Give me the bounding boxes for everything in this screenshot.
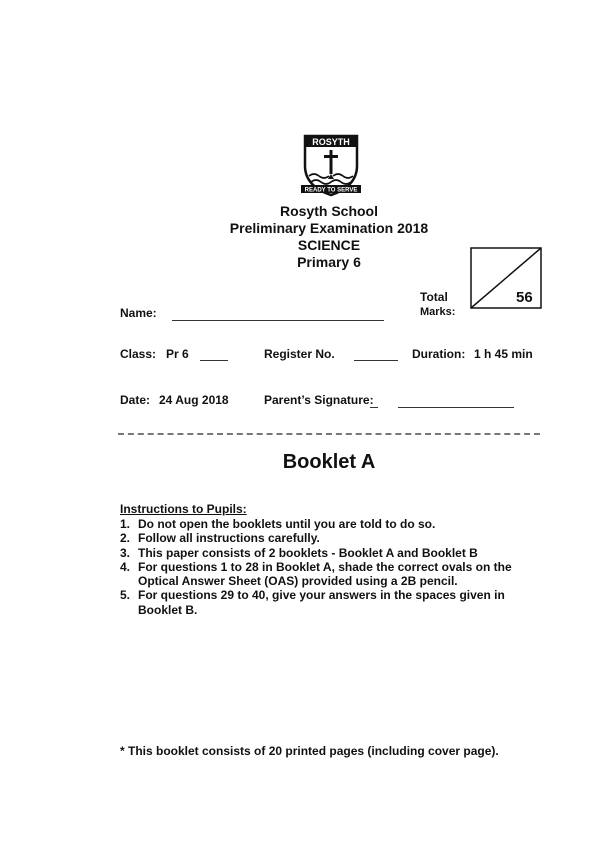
instructions-list [120,517,550,617]
signature-line-short [370,407,378,408]
instruction-item [120,560,550,589]
instruction-text: Do not open the booklets until you are told to do so. [138,517,436,531]
signature-input-line[interactable] [398,407,514,408]
level-title: Primary 6 [297,254,361,270]
school-name: Rosyth School [279,203,378,219]
instruction-text: Follow all instructions carefully. [138,531,320,546]
duration-label: Duration: [412,347,466,361]
instruction-number: 2. [120,531,131,546]
instruction-item [120,517,550,531]
class-value: Pr 6 [166,347,189,361]
section-divider [118,433,540,435]
duration-value: 1 h 45 min [474,347,533,361]
booklet-title: Booklet A [282,451,376,473]
instructions-title: Instructions to Pupils: [120,502,247,516]
date-label: Date: [120,393,151,407]
name-label: Name: [120,306,157,320]
marks-label: Marks: [420,306,456,318]
instruction-number: 5. [120,588,131,603]
subject-title: SCIENCE [297,237,361,253]
register-no-input-line[interactable] [354,360,398,361]
instruction-item [120,546,550,560]
date-value: 24 Aug 2018 [159,393,229,407]
instruction-item [120,588,550,617]
instruction-text: For questions 29 to 40, give your answers in the spaces given in Booklet B. [138,588,505,617]
crest-banner-text: ROSYTH [312,137,350,147]
page-count-note: * This booklet consists of 20 printed pages (including cover page). [120,744,499,758]
instruction-number: 4. [120,559,131,574]
total-label: Total [420,290,448,304]
instruction-text: For questions 1 to 28 in Booklet A, shade the correct ovals on the Optical Answer Sheet (OAS) provided using a 2B pencil. [138,559,512,589]
instruction-number: 1. [120,517,131,531]
instruction-item [120,531,550,545]
name-input-line[interactable] [172,320,384,321]
school-crest-logo [300,130,362,198]
total-marks-box [470,247,542,309]
class-input-line[interactable] [200,360,228,361]
class-label: Class: [120,347,157,361]
max-marks-value: 56 [516,289,533,306]
register-no-label: Register No. [264,347,335,361]
parent-signature-label: Parent’s Signature: [264,393,374,407]
instruction-number: 3. [120,545,131,560]
instruction-text: This paper consists of 2 booklets - Booklet A and Booklet B [138,545,478,560]
exam-title: Preliminary Examination 2018 [229,220,429,236]
crest-motto-text: READY TO SERVE [304,187,358,194]
